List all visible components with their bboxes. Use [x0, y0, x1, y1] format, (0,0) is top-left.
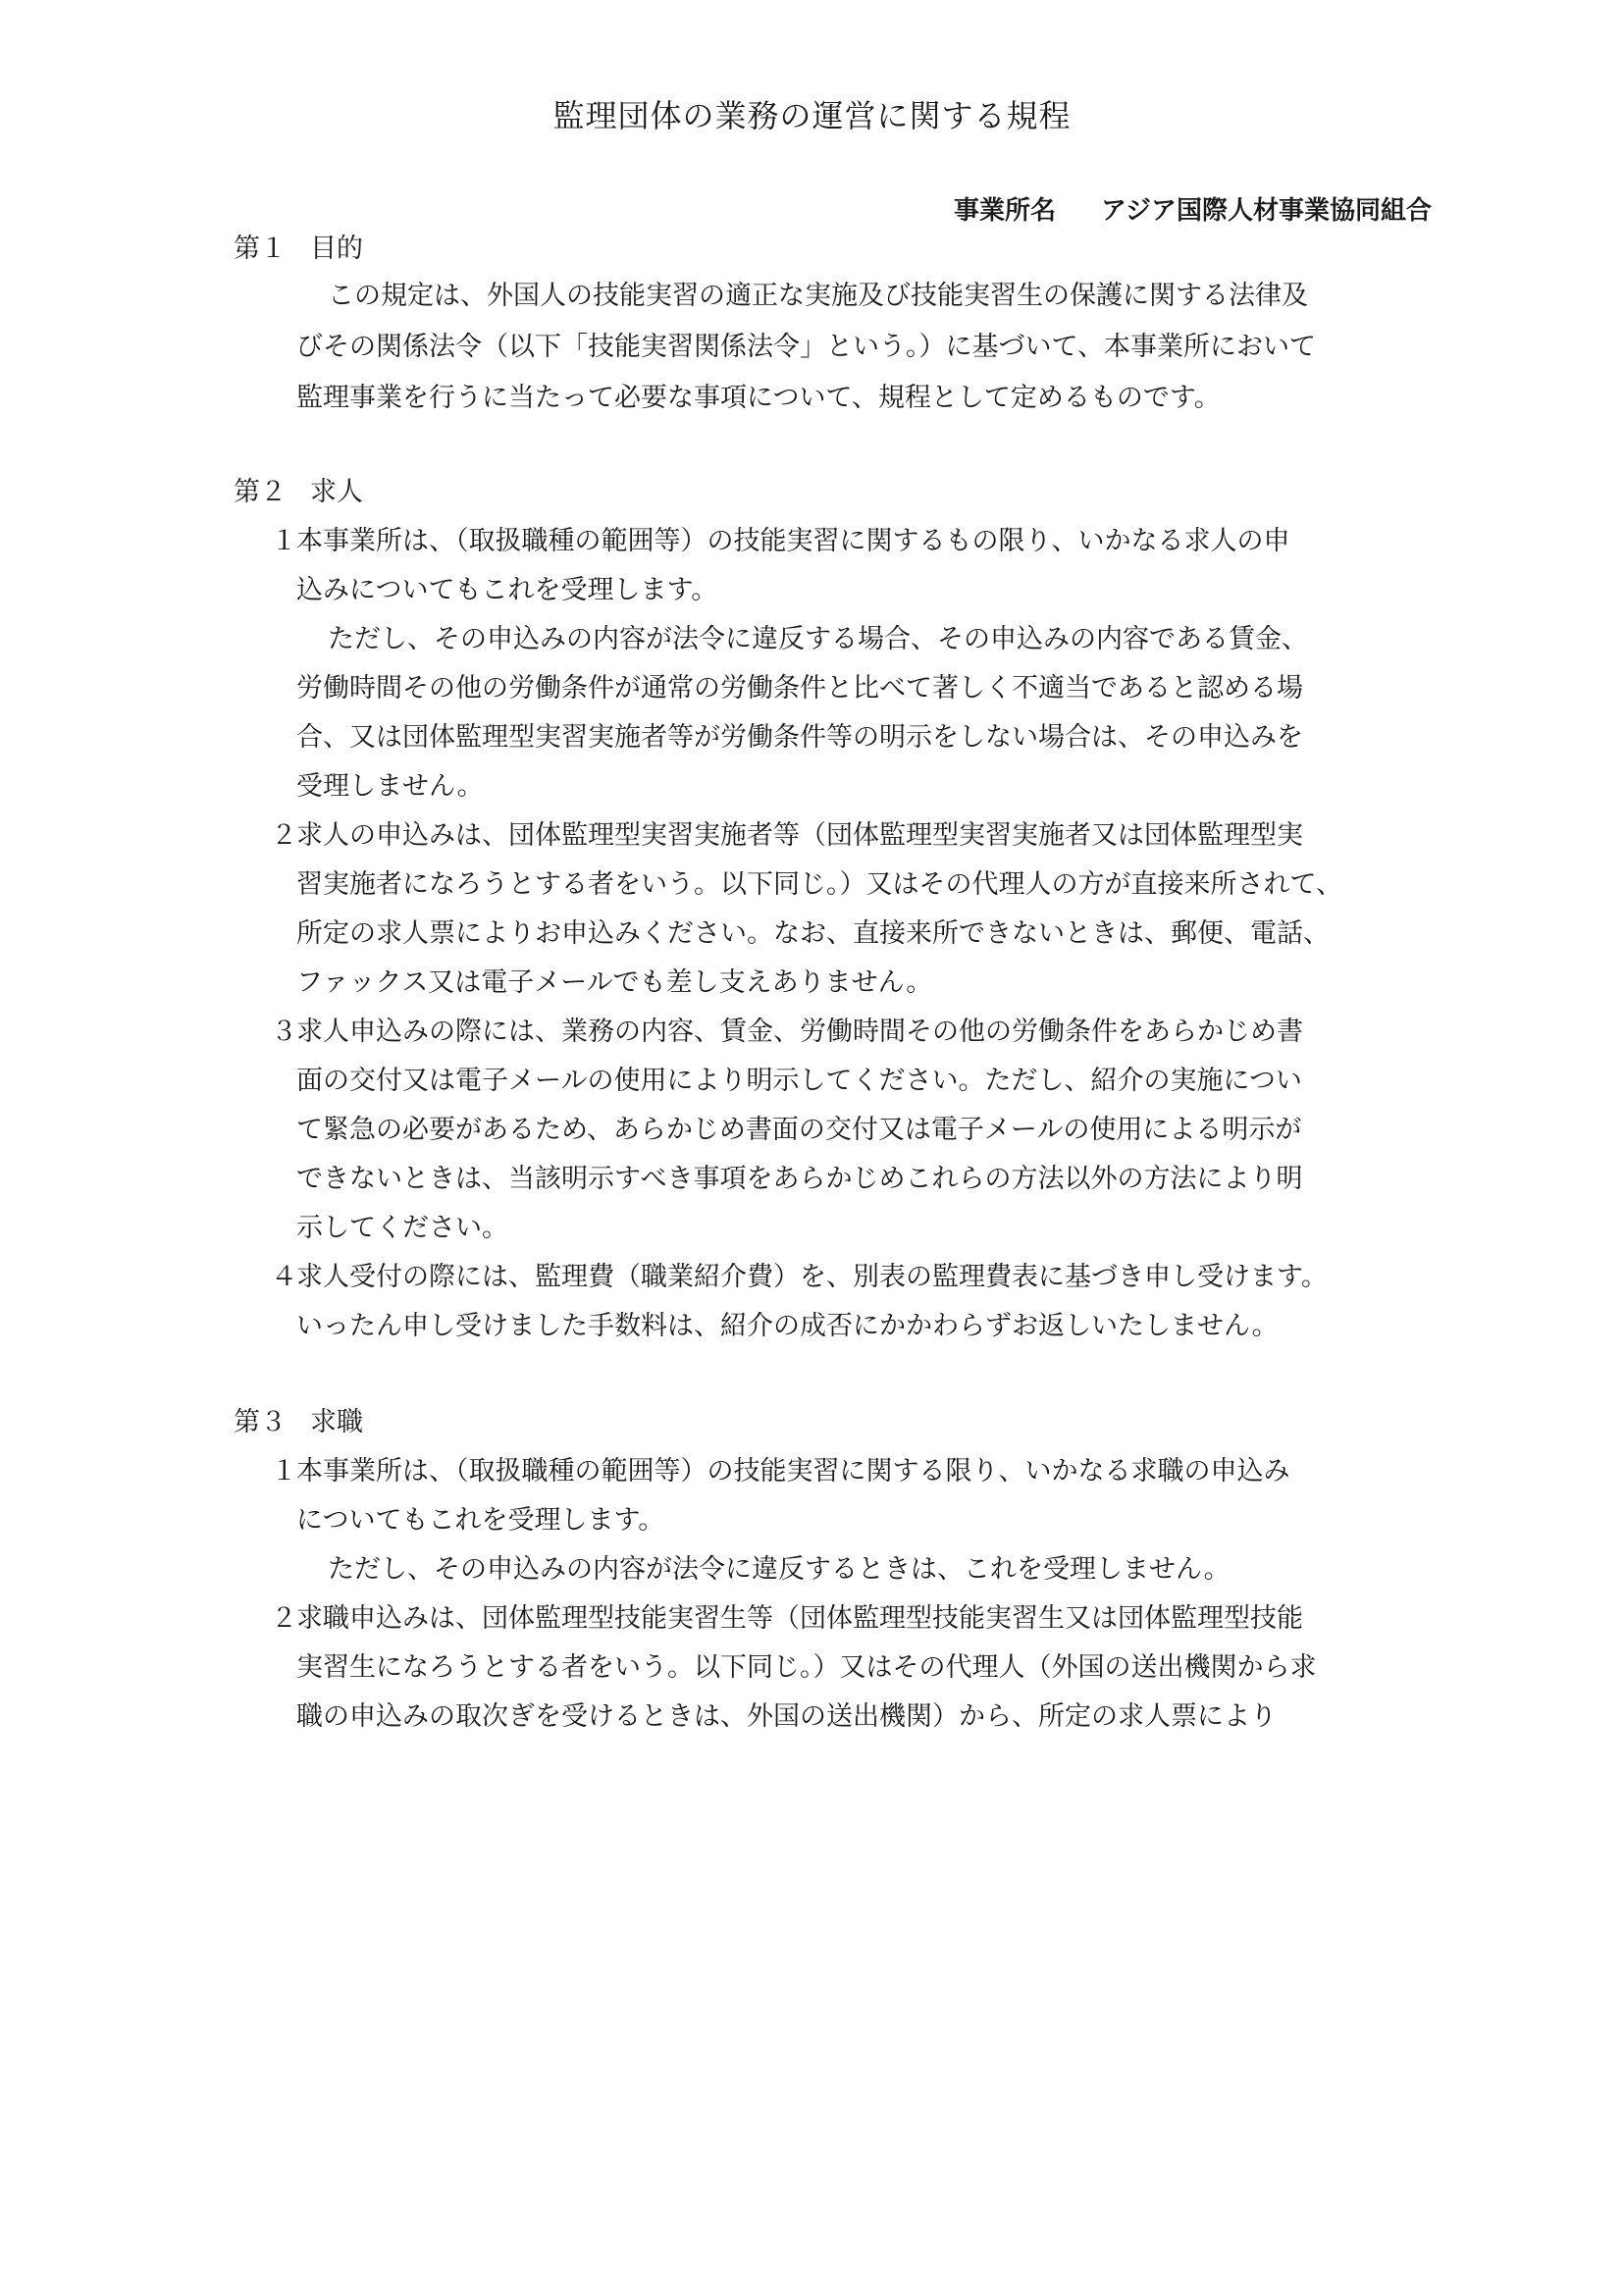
paragraph-line: ファックス又は電子メールでも差し支えありません。: [296, 967, 933, 998]
paragraph-line: 監理事業を行うに当たって必要な事項について、規程として定めるものです。: [296, 383, 1221, 413]
paragraph-line: ただし、その申込みの内容が法令に違反する場合、その申込みの内容である賃金、: [328, 624, 1308, 654]
paragraph-line: 習実施者になろうとする者をいう。以下同じ。）又はその代理人の方が直接来所されて、: [296, 869, 1342, 900]
section-title: 目的: [310, 234, 363, 264]
office-label: 事業所名: [954, 196, 1057, 226]
paragraph-line: についてもこれを受理します。: [296, 1505, 665, 1536]
section-title: 求人: [310, 477, 363, 507]
section-number: 第２: [234, 477, 287, 507]
paragraph-line: 本事業所は、（取扱職種の範囲等）の技能実習に関するもの限り、いかなる求人の申: [296, 526, 1290, 556]
office-line: [954, 192, 1432, 230]
paragraph-line: 求人申込みの際には、業務の内容、賃金、労働時間その他の労働条件をあらかじめ書: [296, 1017, 1303, 1047]
office-name: アジア国際人材事業協同組合: [1101, 196, 1432, 226]
paragraph-line: 合、又は団体監理型実習実施者等が労働条件等の明示をしない場合は、その申込みを: [296, 722, 1303, 753]
paragraph-line: この規定は、外国人の技能実習の適正な実施及び技能実習生の保護に関する法律及: [328, 281, 1308, 311]
paragraph-line: 求職申込みは、団体監理型技能実習生等（団体監理型技能実習生又は団体監理型技能: [296, 1603, 1303, 1634]
item-number: １: [271, 1456, 297, 1487]
section-heading: [234, 230, 363, 269]
paragraph-line: 求人の申込みは、団体監理型実習実施者等（団体監理型実習実施者又は団体監理型実: [296, 820, 1303, 851]
paragraph-line: 本事業所は、（取扱職種の範囲等）の技能実習に関する限り、いかなる求職の申込み: [296, 1456, 1290, 1487]
section-number: 第３: [234, 1407, 287, 1437]
paragraph-line: できないときは、当該明示すべき事項をあらかじめこれらの方法以外の方法により明: [296, 1164, 1303, 1194]
item-number: ３: [271, 1017, 297, 1047]
paragraph-line: 求人受付の際には、監理費（職業紹介費）を、別表の監理費表に基づき申し受けます。: [296, 1262, 1328, 1292]
paragraph-line: 面の交付又は電子メールの使用により明示してください。ただし、紹介の実施につい: [296, 1066, 1302, 1096]
page-title: 監理団体の業務の運営に関する規程: [552, 97, 1072, 134]
section-title: 求職: [310, 1407, 363, 1437]
section-number: 第１: [234, 234, 287, 264]
paragraph-line: いったん申し受けました手数料は、紹介の成否にかかわらずお返しいたしません。: [296, 1311, 1279, 1341]
item-number: ２: [271, 1603, 297, 1634]
paragraph-line: 労働時間その他の労働条件が通常の労働条件と比べて著しく不適当であると認める場: [296, 673, 1303, 704]
paragraph-line: ただし、その申込みの内容が法令に違反するときは、これを受理しません。: [328, 1554, 1231, 1585]
item-number: １: [271, 526, 297, 556]
section-heading: [234, 473, 363, 512]
paragraph-line: 示してください。: [296, 1213, 508, 1243]
paragraph-line: て緊急の必要があるため、あらかじめ書面の交付又は電子メールの使用による明示が: [296, 1115, 1302, 1145]
paragraph-line: 込みについてもこれを受理します。: [296, 575, 718, 605]
item-number: ２: [271, 820, 297, 851]
paragraph-line: 所定の求人票によりお申込みください。なお、直接来所できないときは、郵便、電話、: [296, 918, 1330, 949]
paragraph-line: 職の申込みの取次ぎを受けるときは、外国の送出機関）から、所定の求人票により: [296, 1701, 1277, 1732]
paragraph-line: 実習生になろうとする者をいう。以下同じ。）又はその代理人（外国の送出機関から求: [296, 1652, 1317, 1683]
paragraph-line: びその関係法令（以下「技能実習関係法令」という。）に基づいて、本事業所において: [296, 332, 1316, 362]
section-heading: [234, 1403, 363, 1442]
paragraph-line: 受理しません。: [296, 771, 484, 802]
item-number: ４: [271, 1262, 297, 1292]
